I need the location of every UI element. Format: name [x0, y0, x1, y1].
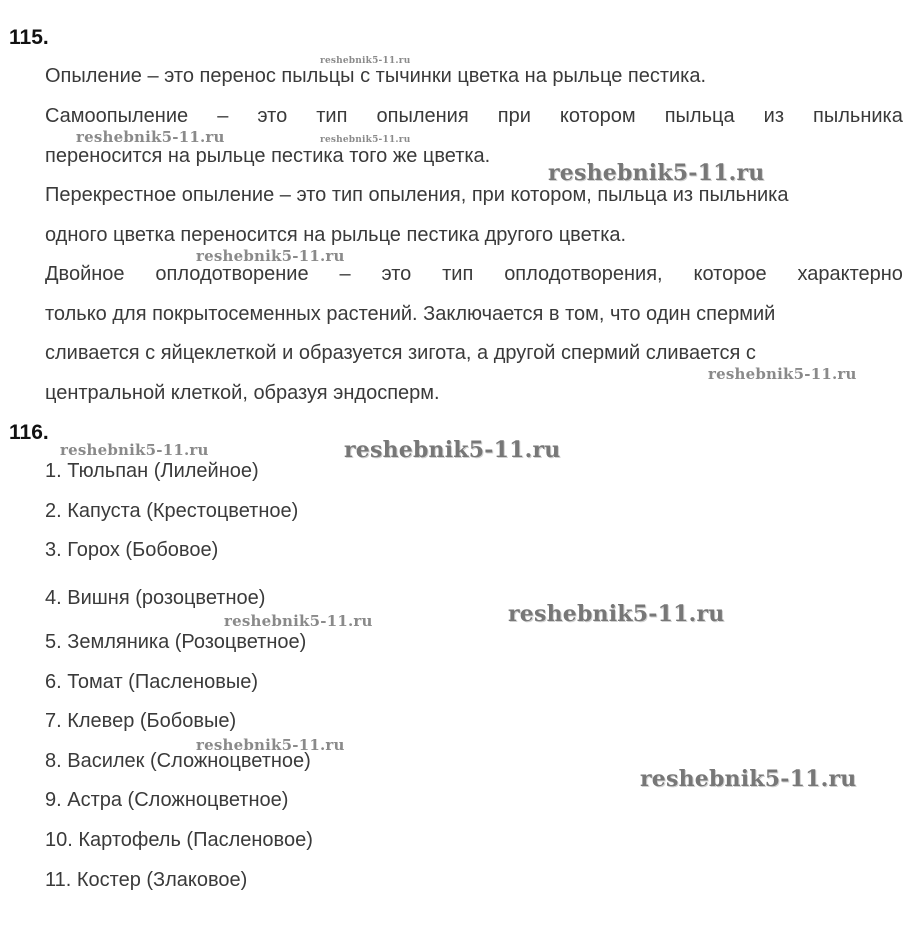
task-115-line-3: переносится на рыльце пестика того же цветка. — [45, 145, 491, 167]
watermark: reshebnik5-11.ru — [708, 365, 857, 383]
watermark: reshebnik5-11.ru — [224, 612, 373, 630]
word: – — [217, 105, 229, 127]
list-item: 3. Горох (Бобовое) — [45, 539, 219, 561]
watermark: reshebnik5-11.ru — [508, 601, 725, 627]
watermark: reshebnik5-11.ru — [548, 160, 765, 186]
watermark: reshebnik5-11.ru — [196, 736, 345, 754]
task-116-number: 116. — [9, 421, 49, 444]
list-item: 9. Астра (Сложноцветное) — [45, 789, 289, 811]
list-item: 8. Василек (Сложноцветное) — [45, 750, 311, 772]
list-item: 5. Земляника (Розоцветное) — [45, 631, 307, 653]
list-item: 2. Капуста (Крестоцветное) — [45, 500, 299, 522]
word: оплодотворение — [155, 263, 309, 285]
task-115-line-5: одного цветка переносится на рыльце пестика другого цветка. — [45, 224, 627, 246]
word: тип — [316, 105, 348, 127]
word: Двойное — [45, 263, 125, 285]
word: оплодотворения, — [504, 263, 663, 285]
task-115-line-6 — [45, 262, 903, 286]
word: при — [497, 105, 531, 127]
watermark: reshebnik5-11.ru — [76, 128, 225, 146]
word: котором — [559, 105, 636, 127]
word: это — [381, 263, 412, 285]
task-115-line-1: Опыление – это перенос пыльцы с тычинки цветка на рыльце пестика. — [45, 65, 707, 87]
word: из — [763, 105, 784, 127]
word: Самоопыление — [45, 105, 189, 127]
list-item: 11. Костер (Злаковое) — [45, 869, 248, 891]
task-115-line-9: центральной клеткой, образуя эндосперм. — [45, 382, 440, 404]
word: – — [339, 263, 351, 285]
list-item: 7. Клевер (Бобовые) — [45, 710, 237, 732]
list-item: 4. Вишня (розоцветное) — [45, 587, 266, 609]
task-115-line-7: только для покрытосеменных растений. Заключается в том, что один спермий — [45, 303, 776, 325]
watermark: reshebnik5-11.ru — [640, 766, 857, 792]
list-item: 10. Картофель (Пасленовое) — [45, 829, 313, 851]
watermark: reshebnik5-11.ru — [320, 56, 411, 66]
watermark: reshebnik5-11.ru — [196, 247, 345, 265]
word: пыльника — [813, 105, 903, 127]
word: характерно — [797, 263, 903, 285]
word: которое — [693, 263, 767, 285]
task-115-line-4: Перекрестное опыление – это тип опыления, при котором, пыльца из пыльника — [45, 184, 789, 206]
watermark: reshebnik5-11.ru — [344, 437, 561, 463]
word: опыления — [376, 105, 469, 127]
task-115-line-8: сливается с яйцеклеткой и образуется зигота, а другой спермий сливается с — [45, 342, 756, 364]
watermark: reshebnik5-11.ru — [60, 441, 209, 459]
task-115-line-2 — [45, 104, 903, 128]
watermark: reshebnik5-11.ru — [320, 135, 411, 145]
list-item: 1. Тюльпан (Лилейное) — [45, 460, 259, 482]
word: тип — [442, 263, 474, 285]
word: пыльца — [664, 105, 735, 127]
word: это — [257, 105, 288, 127]
task-115-number: 115. — [9, 26, 49, 49]
list-item: 6. Томат (Пасленовые) — [45, 671, 259, 693]
